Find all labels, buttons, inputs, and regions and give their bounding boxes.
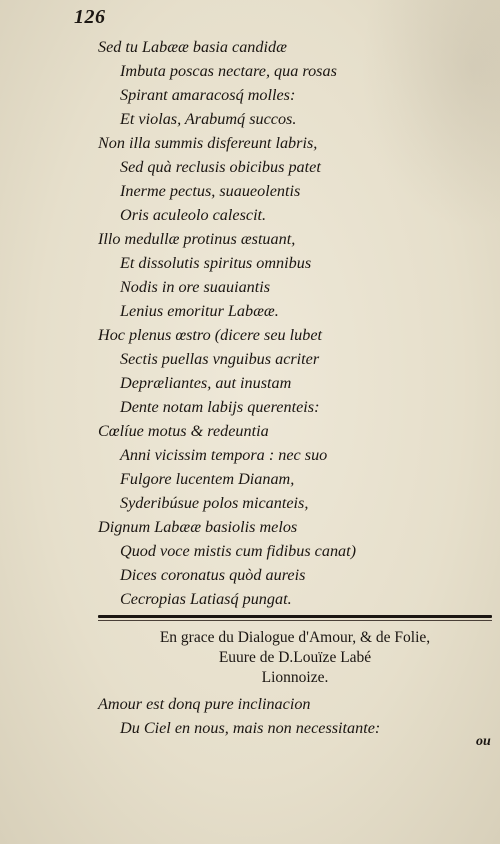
poem-line: Fulgore lucentem Dianam, <box>120 470 295 488</box>
bleed-through-shadow <box>360 0 500 230</box>
poem-line: Sectis puellas vnguibus acriter <box>120 350 320 368</box>
poem-line: Cecropias Latiasq́ pungat. <box>120 590 292 608</box>
poem-line: Hoc plenus œstro (dicere seu lubet <box>98 326 323 344</box>
poem-line: Sed tu Labææ basia candidæ <box>98 38 287 56</box>
page-number: 126 <box>74 6 106 28</box>
poem-line: Inerme pectus, suaueolentis <box>120 182 301 200</box>
section-rule-thin <box>98 620 492 621</box>
french-verse-line: Du Ciel en nous, mais non necessitante: <box>120 719 381 737</box>
poem-line: Lenius emoritur Labææ. <box>120 302 279 320</box>
poem-line: Anni vicissim tempora : nec suo <box>120 446 328 464</box>
section-rule <box>98 615 492 618</box>
poem-line: Syderibúsue polos micanteis, <box>120 494 309 512</box>
poem-line: Quod voce mistis cum fidibus canat) <box>120 542 357 560</box>
poem-line: Dignum Labææ basiolis melos <box>98 518 298 536</box>
poem-line: Sed quà reclusis obicibus patet <box>120 158 321 176</box>
section-heading-line: Lionnoize. <box>261 669 329 686</box>
poem-line: Dente notam labijs querenteis: <box>120 398 320 416</box>
poem-line: Oris aculeolo calescit. <box>120 206 267 224</box>
poem-line: Nodis in ore suauiantis <box>120 278 271 296</box>
poem-line: Illo medullæ protinus æstuant, <box>98 230 296 248</box>
poem-line: Et dissolutis spiritus omnibus <box>120 254 312 272</box>
poem-line: Et violas, Arabumq́ succos. <box>120 110 297 128</box>
poem-line: Imbuta poscas nectare, qua rosas <box>120 62 337 80</box>
catchword: ou <box>476 734 491 749</box>
poem-line: Non illa summis disfereunt labris, <box>98 134 318 152</box>
section-heading-line: En grace du Dialogue d'Amour, & de Folie, <box>159 629 431 646</box>
poem-line: Cœlíue motus & redeuntia <box>98 422 269 440</box>
section-heading-line: Euure de D.Louïze Labé <box>218 649 372 666</box>
poem-line: Dices coronatus quòd aureis <box>120 566 306 584</box>
poem-line: Depræliantes, aut inustam <box>120 374 292 392</box>
poem-line: Spirant amaracosq́ molles: <box>120 86 296 104</box>
french-verse-line: Amour est donq pure inclinacion <box>98 695 311 713</box>
